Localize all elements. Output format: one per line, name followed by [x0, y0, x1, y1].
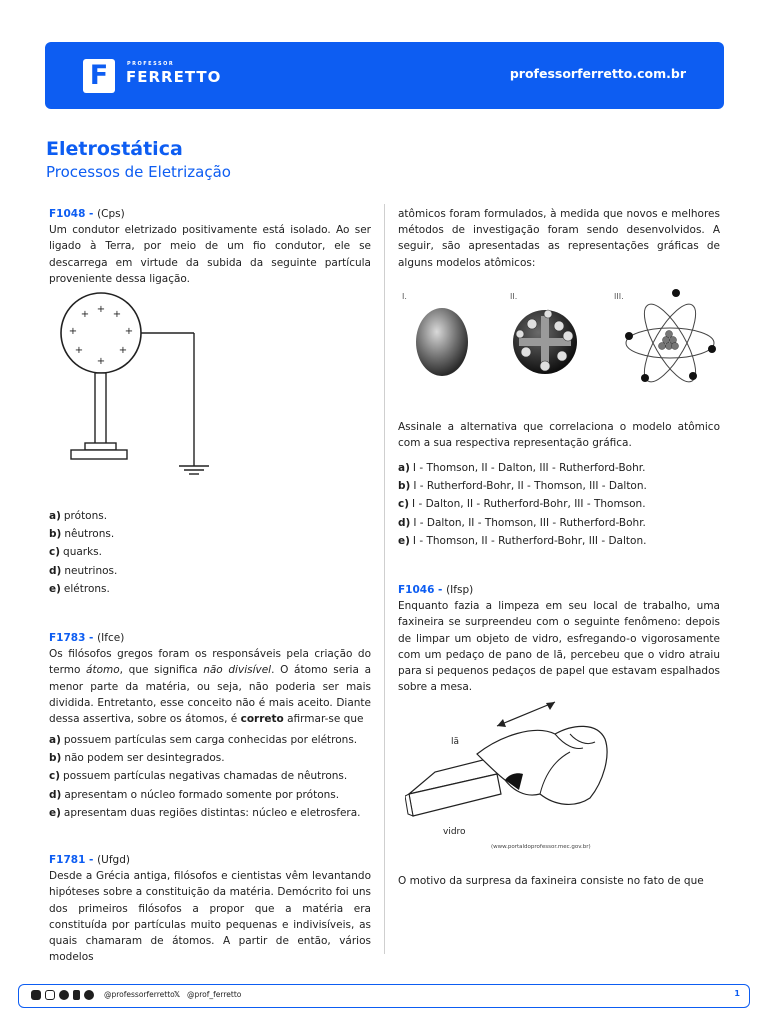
question-f1783 [49, 630, 371, 727]
logo-name: FERRETTO [126, 68, 222, 86]
alternative-item[interactable]: a) possuem partículas sem carga conhecidas por elétrons. [49, 734, 358, 746]
alternative-item[interactable]: d) neutrinos. [49, 564, 118, 577]
x-icon[interactable]: 𝕏 [174, 990, 181, 999]
svg-text:+: + [124, 326, 134, 337]
question-text: Enquanto fazia a limpeza em seu local de trabalho, uma faxineira se surpreendeu com o seguinte fenômeno: depois de limpar um objeto de vidro, esfregando-o vigorosamente com um pedaço de pano de lã, percebeu que o vidro atraiu para si pequenos pedaços de papel que estavam espalhados sobre a mesa. [398, 600, 720, 694]
question-prompt: Assinale a alternativa que correlaciona o modelo atômico com a sua respectiva representação gráfica. [398, 421, 720, 450]
alternatives-f1048 [49, 508, 371, 599]
question-header: F1048 - (Cps) [49, 208, 125, 220]
question-text-continued: atômicos foram formulados, à medida que novos e melhores métodos de investigação foram sendo desenvolvidos. A seguir, são apresentadas as representações gráficas de alguns modelos atômicos: [398, 208, 720, 269]
question-prompt: O motivo da surpresa da faxineira consiste no fato de que [398, 875, 704, 887]
question-header: F1046 - (Ifsp) [398, 584, 474, 596]
alternatives-f1783 [49, 732, 371, 823]
logo-letter: F [89, 60, 109, 91]
alternative-item[interactable]: e) I - Thomson, II - Rutherford-Bohr, III - Dalton. [398, 534, 647, 547]
atomic-models-figure [398, 286, 722, 398]
alternative-item[interactable]: a) I - Thomson, II - Dalton, III - Rutherford-Bohr. [398, 462, 646, 474]
svg-text:(www.portaldoprofessor.mec.gov: (www.portaldoprofessor.mec.gov.br) [491, 844, 591, 850]
alternative-item[interactable]: d) I - Dalton, II - Thomson, III - Rutherford-Bohr. [398, 516, 646, 529]
question-source: (Cps) [97, 208, 125, 220]
question-text: Um condutor eletrizado positivamente está isolado. Ao ser ligado à Terra, por meio de um fio condutor, ele se descarrega em virtude da subida da seguinte partícula proveniente dessa ligação. [49, 224, 371, 285]
facebook-icon[interactable] [59, 990, 69, 1000]
glass-rubbing-figure [405, 694, 620, 854]
header-banner [45, 42, 724, 109]
alternative-item[interactable]: e) elétrons. [49, 582, 110, 595]
svg-text:II.: II. [510, 292, 518, 301]
svg-text:+: + [68, 326, 78, 337]
question-source: (Ifsp) [446, 584, 474, 596]
page-number: 1 [734, 989, 740, 998]
question-f1048 [49, 206, 371, 287]
question-f1781 [49, 852, 371, 965]
social-handle-1[interactable]: @professorferretto [104, 990, 175, 999]
alternative-item[interactable]: b) não podem ser desintegrados. [49, 752, 225, 765]
svg-text:I.: I. [402, 292, 407, 301]
page-subtitle: Processos de Eletrização [46, 163, 231, 181]
logo-subtitle: PROFESSOR [127, 61, 175, 67]
question-text: Os filósofos gregos foram os responsáveis pela criação do termo átomo, que significa não divisível. O átomo seria a menor parte da matéria, ou seja, não poderia ser mais dividida. Entretanto, esse conceito não é mais aceito. Diante dessa assertiva, sobre os átomos, é correto afirmar-se que [49, 648, 371, 726]
instagram-icon[interactable] [45, 990, 55, 1000]
svg-text:+: + [96, 356, 106, 367]
question-text: Desde a Grécia antiga, filósofos e cientistas vêm levantando hipóteses sobre a constituição da matéria. Demócrito foi uns dos primeiros filósofos a propor que a matéria era constituída por partículas muito pequenas e indivisíveis, as quais chamaram de átomos. A partir de então, vários modelos [49, 870, 371, 964]
svg-text:+: + [118, 345, 128, 356]
svg-text:+: + [112, 309, 122, 320]
question-source: (Ufgd) [97, 854, 130, 866]
column-divider [384, 204, 385, 954]
telegram-icon[interactable] [84, 990, 94, 1000]
dalton-model-icon [416, 308, 468, 376]
question-f1046 [398, 582, 720, 695]
social-handle-2[interactable]: @prof_ferretto [187, 990, 242, 999]
social-icons [31, 990, 94, 1000]
svg-text:+: + [74, 345, 84, 356]
logo-icon[interactable] [83, 59, 115, 93]
question-header: F1781 - (Ufgd) [49, 854, 130, 866]
question-source: (Ifce) [97, 632, 125, 644]
question-id: F1783 [49, 632, 86, 644]
alternative-item[interactable]: e) apresentam duas regiões distintas: núcleo e eletrosfera. [49, 806, 361, 819]
alternative-item[interactable]: c) I - Dalton, II - Rutherford-Bohr, III - Thomson. [398, 498, 646, 511]
question-header: F1783 - (Ifce) [49, 632, 125, 644]
svg-text:+: + [96, 304, 106, 315]
alternative-item[interactable]: c) possuem partículas negativas chamadas de nêutrons. [49, 770, 348, 783]
page-title: Eletrostática [46, 138, 183, 160]
question-id: F1781 [49, 854, 86, 866]
site-link[interactable]: professorferretto.com.br [509, 66, 686, 81]
tiktok-icon[interactable] [73, 990, 80, 1000]
charged-conductor-figure [49, 288, 234, 478]
svg-text:lã: lã [451, 737, 460, 747]
svg-text:+: + [80, 309, 90, 320]
svg-text:vidro: vidro [443, 827, 466, 837]
alternative-item[interactable]: b) nêutrons. [49, 528, 115, 541]
youtube-icon[interactable] [31, 990, 41, 1000]
alternative-item[interactable]: d) apresentam o núcleo formado somente por prótons. [49, 788, 340, 801]
alternative-item[interactable]: a) prótons. [49, 510, 108, 522]
page-footer [18, 984, 750, 1008]
question-id: F1046 [398, 584, 435, 596]
alternative-item[interactable]: c) quarks. [49, 546, 102, 559]
question-id: F1048 [49, 208, 86, 220]
svg-text:III.: III. [614, 292, 624, 301]
alternatives-f1781 [398, 460, 720, 551]
alternative-item[interactable]: b) I - Rutherford-Bohr, II - Thomson, III - Dalton. [398, 480, 647, 493]
